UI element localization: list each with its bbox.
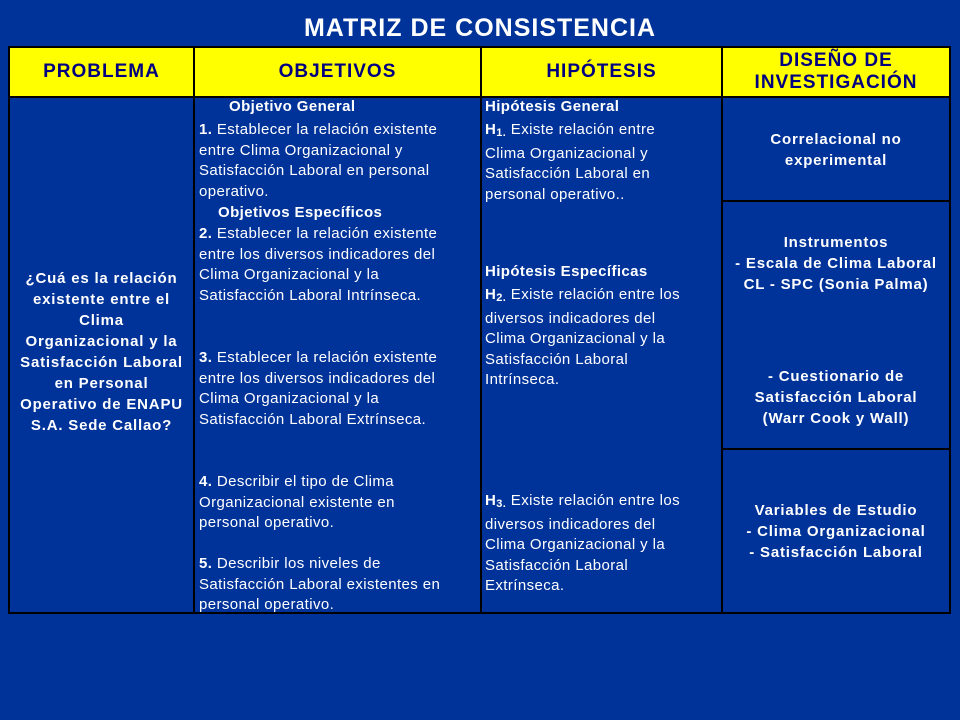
cuestionario-line: (Warr Cook y Wall) [762, 410, 910, 427]
hipotesis-3-letter: H [485, 492, 497, 509]
objetivo-general-heading: Objetivo General [229, 98, 356, 115]
hipotesis-2-subscript: 2. [496, 292, 507, 304]
objetivo-2-line: Satisfacción Laboral Intrínseca. [199, 286, 422, 304]
objetivo-3-number: 3. [199, 349, 213, 366]
objetivo-1-line: entre Clima Organizacional y [199, 141, 403, 159]
variables-line: - Satisfacción Laboral [749, 544, 923, 561]
objetivo-1-text: Establecer la relación existente [212, 121, 438, 138]
objetivo-1 [199, 120, 437, 202]
page-title: MATRIZ DE CONSISTENCIA [303, 14, 657, 42]
problema-line: Satisfacción Laboral [20, 354, 183, 371]
problema-line: ¿Cuá es la relación [25, 270, 178, 287]
hipotesis-3 [485, 491, 680, 597]
objetivo-3-text: Establecer la relación existente [212, 349, 438, 366]
objetivo-4-number: 4. [199, 473, 213, 490]
instrumentos-line: Instrumentos [783, 234, 889, 251]
variables-line: Variables de Estudio [754, 502, 918, 519]
hipotesis-1 [485, 120, 655, 205]
variables-line: - Clima Organizacional [746, 523, 926, 540]
diseno-tipo-line: Correlacional no [770, 131, 902, 148]
hipotesis-3-line: Extrínseca. [485, 577, 565, 594]
objetivo-2 [199, 224, 437, 306]
objetivo-5-line: personal operativo. [199, 596, 335, 613]
objetivo-5-text: Describir los niveles de [212, 555, 381, 572]
objetivos-cell [193, 96, 482, 614]
objetivo-3-line: Satisfacción Laboral Extrínseca. [199, 410, 427, 428]
hipotesis-3-line: Satisfacción Laboral [485, 556, 629, 574]
objetivo-5 [199, 554, 440, 616]
diseno-tipo [723, 129, 949, 171]
header-diseno-line1: DISEÑO DE [779, 50, 893, 71]
cuestionario-line: - Cuestionario de [767, 368, 905, 385]
header-objetivos [193, 46, 482, 98]
hipotesis-3-text: Existe relación entre los [506, 492, 681, 509]
hipotesis-1-text: Existe relación entre [506, 121, 656, 138]
hipotesis-cell [480, 96, 723, 614]
objetivo-1-line: operativo. [199, 182, 269, 200]
hipotesis-especificas-heading: Hipótesis Específicas [485, 263, 648, 280]
hipotesis-1-line: Clima Organizacional y [485, 144, 649, 162]
header-diseno-line2: INVESTIGACIÓN [754, 72, 918, 93]
objetivo-2-line: Clima Organizacional y la [199, 266, 380, 283]
header-hipotesis-label: HIPÓTESIS [546, 61, 657, 82]
header-objetivos-label: OBJETIVOS [278, 61, 397, 82]
problema-line: en Personal [54, 375, 149, 392]
objetivo-2-number: 2. [199, 225, 213, 242]
objetivo-5-number: 5. [199, 555, 213, 572]
header-hipotesis [480, 46, 723, 98]
objetivo-3-line: Clima Organizacional y la [199, 390, 380, 407]
hipotesis-2-line: diversos indicadores del [485, 309, 656, 327]
objetivo-4-text: Describir el tipo de Clima [212, 473, 395, 490]
cuestionario-line: Satisfacción Laboral [754, 389, 918, 406]
objetivo-5-line: Satisfacción Laboral existentes en [199, 575, 441, 593]
hipotesis-3-line: diversos indicadores del [485, 515, 656, 533]
header-diseno [721, 46, 951, 98]
diseno-instrumentos-cell [721, 200, 951, 450]
hipotesis-3-subscript: 3. [496, 498, 507, 510]
hipotesis-2-line: Intrínseca. [485, 371, 560, 388]
hipotesis-2-text: Existe relación entre los [506, 286, 681, 303]
header-problema [8, 46, 195, 98]
instrumentos-line: - Escala de Clima Laboral [735, 255, 937, 272]
problema-cell [8, 96, 195, 614]
objetivo-4-line: Organizacional existente en [199, 493, 395, 511]
hipotesis-1-subscript: 1. [496, 127, 507, 139]
objetivo-4 [199, 472, 395, 534]
hipotesis-general-heading: Hipótesis General [485, 98, 620, 115]
problema-line: Clima [79, 312, 124, 329]
hipotesis-3-line: Clima Organizacional y la [485, 536, 666, 553]
header-problema-label: PROBLEMA [43, 61, 160, 82]
hipotesis-2-line: Clima Organizacional y la [485, 330, 666, 347]
hipotesis-2-letter: H [485, 286, 497, 303]
objetivo-3 [199, 348, 437, 430]
diseno-cuestionario [723, 366, 949, 429]
problema-line: Organizacional y la [25, 333, 178, 350]
objetivo-1-line: Satisfacción Laboral en personal [199, 162, 430, 179]
problema-line: Operativo de ENAPU [20, 396, 183, 413]
diseno-tipo-line: experimental [784, 152, 888, 169]
diseno-variables-cell [721, 448, 951, 614]
problema-text [10, 268, 193, 436]
hipotesis-2 [485, 285, 680, 391]
instrumentos-line: CL - SPC (Sonia Palma) [743, 276, 929, 293]
diseno-tipo-cell [721, 96, 951, 202]
hipotesis-2-line: Satisfacción Laboral [485, 350, 629, 368]
objetivo-3-line: entre los diversos indicadores del [199, 369, 436, 387]
problema-line: S.A. Sede Callao? [30, 417, 173, 434]
problema-line: existente entre el [33, 291, 170, 308]
diseno-instrumentos [723, 232, 949, 295]
objetivo-4-line: personal operativo. [199, 514, 335, 531]
hipotesis-1-line: personal operativo.. [485, 185, 625, 203]
objetivo-1-number: 1. [199, 121, 213, 138]
objetivo-2-text: Establecer la relación existente [212, 225, 438, 242]
objetivo-2-line: entre los diversos indicadores del [199, 245, 436, 263]
diseno-variables [723, 500, 949, 563]
hipotesis-1-letter: H [485, 121, 497, 138]
hipotesis-1-line: Satisfacción Laboral en [485, 165, 651, 182]
objetivos-especificos-heading: Objetivos Específicos [218, 204, 383, 221]
